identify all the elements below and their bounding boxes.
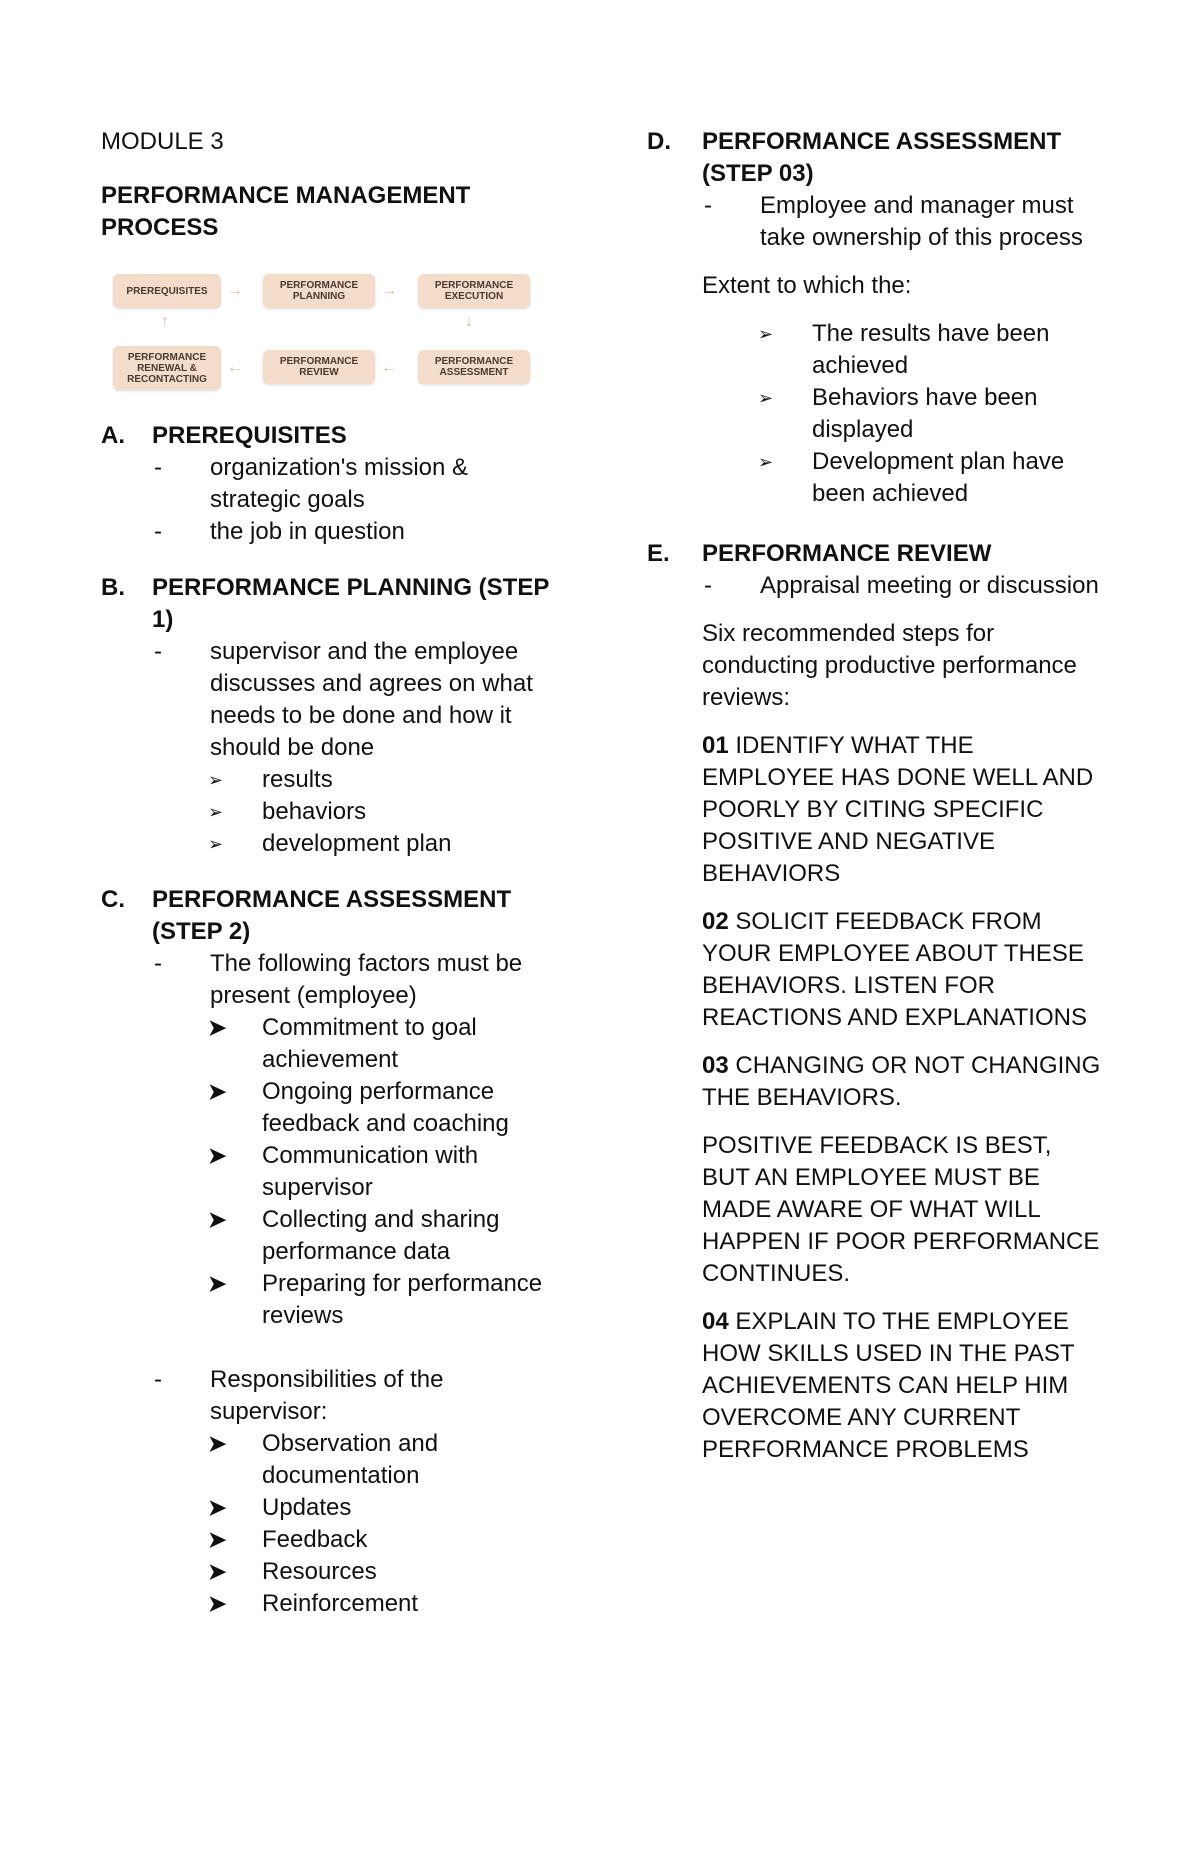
dash-bullet: - — [154, 638, 162, 665]
dash-bullet: - — [154, 950, 162, 977]
flow-arrow-right-icon: → — [227, 282, 243, 299]
sub-list-item-text: Development plan have been achieved — [812, 448, 1065, 507]
arrow-bullet-icon: ➢ — [208, 834, 224, 854]
review-step-1 — [702, 730, 1102, 890]
review-step-4 — [702, 1306, 1102, 1466]
list-item — [152, 948, 551, 1012]
steps-intro: Six recommended steps for conducting productive performance reviews: — [702, 620, 1077, 711]
flow-arrow-left-icon: ← — [381, 359, 397, 376]
flow-box-planning: PERFORMANCE PLANNING — [263, 274, 375, 308]
sub-list-item-text: Ongoing performance feedback and coaching — [262, 1078, 509, 1137]
section-title: PERFORMANCE ASSESSMENT (STEP 03) — [702, 128, 1062, 187]
left-column — [101, 126, 551, 1620]
flow-arrow-right-icon: → — [381, 282, 397, 299]
section-b — [101, 572, 551, 860]
sub-list-item — [208, 764, 551, 796]
section-letter: B. — [101, 574, 125, 601]
section-title: PERFORMANCE REVIEW — [702, 540, 992, 567]
extent-text: Extent to which the: — [702, 272, 912, 299]
arrow-bullet-icon: ➤ — [208, 1207, 227, 1232]
flow-box-execution: PERFORMANCE EXECUTION — [418, 274, 530, 308]
positive-feedback-note: POSITIVE FEEDBACK IS BEST, BUT AN EMPLOYEE MUST BE MADE AWARE OF WHAT WILL HAPPEN IF POOR PERFORMANCE CONTINUES. — [702, 1132, 1100, 1287]
step-text: IDENTIFY WHAT THE EMPLOYEE HAS DONE WELL AND POORLY BY CITING SPECIFIC POSITIVE AND NEGATIVE BEHAVIORS — [702, 732, 1094, 887]
flow-arrow-up-icon: ↑ — [161, 313, 169, 330]
dash-bullet: - — [154, 518, 162, 545]
sub-list-item-text: Observation and documentation — [262, 1430, 439, 1489]
arrow-bullet-icon: ➤ — [208, 1431, 227, 1456]
list-item — [702, 190, 1102, 254]
arrow-bullet-icon: ➤ — [208, 1015, 227, 1040]
list-item-text: Employee and manager must take ownership of this process — [760, 192, 1083, 251]
arrow-bullet-icon: ➢ — [758, 324, 774, 344]
section-a — [101, 420, 551, 548]
list-item-text: The following factors must be present (employee) — [210, 950, 523, 1009]
sub-list-item-text: Resources — [262, 1558, 377, 1585]
step-text: SOLICIT FEEDBACK FROM YOUR EMPLOYEE ABOUT THESE BEHAVIORS. LISTEN FOR REACTIONS AND EXPLANATIONS — [702, 908, 1087, 1031]
step-text: CHANGING OR NOT CHANGING THE BEHAVIORS. — [702, 1052, 1101, 1111]
arrow-bullet-icon: ➤ — [208, 1143, 227, 1168]
flow-arrow-left-icon: ← — [227, 359, 243, 376]
sub-list-item-text: results — [262, 766, 333, 793]
arrow-bullet-icon: ➢ — [758, 452, 774, 472]
arrow-bullet-icon: ➢ — [208, 770, 224, 790]
step-text: EXPLAIN TO THE EMPLOYEE HOW SKILLS USED IN THE PAST ACHIEVEMENTS CAN HELP HIM OVERCOME ANY CURRENT PERFORMANCE PROBLEMS — [702, 1308, 1075, 1463]
section-letter: D. — [647, 128, 671, 155]
sub-list-item-text: Communication with supervisor — [262, 1142, 479, 1201]
list-item-text: Appraisal meeting or discussion — [760, 572, 1099, 599]
section-title: PERFORMANCE PLANNING (STEP 1) — [152, 574, 549, 633]
step-number: 02 — [702, 908, 729, 935]
flow-box-renewal: PERFORMANCE RENEWAL & RECONTACTING — [113, 346, 221, 390]
sub-list-item — [208, 1492, 551, 1524]
sub-list-item — [208, 1556, 551, 1588]
flow-box-review: PERFORMANCE REVIEW — [263, 350, 375, 384]
list-item — [152, 516, 551, 548]
sub-list-item-text: Commitment to goal achievement — [262, 1014, 477, 1073]
section-d — [647, 126, 1102, 510]
section-e — [647, 538, 1102, 1466]
arrow-bullet-icon: ➤ — [208, 1527, 227, 1552]
sub-list-item — [208, 1012, 551, 1076]
list-item-text: the job in question — [210, 518, 405, 545]
arrow-bullet-icon: ➤ — [208, 1559, 227, 1584]
list-item-text: organization's mission & strategic goals — [210, 454, 469, 513]
sub-list-item-text: behaviors — [262, 798, 367, 825]
sub-list-item-text: The results have been achieved — [812, 320, 1050, 379]
section-title: PERFORMANCE ASSESSMENT (STEP 2) — [152, 886, 512, 945]
sub-list-item — [208, 1588, 551, 1620]
step-number: 01 — [702, 732, 729, 759]
page-title: PERFORMANCE MANAGEMENT PROCESS — [101, 182, 471, 241]
sub-list-item-text: Updates — [262, 1494, 352, 1521]
list-item — [152, 1364, 551, 1428]
module-label: MODULE 3 — [101, 128, 224, 155]
review-step-2 — [702, 906, 1102, 1034]
sub-list-item — [208, 1268, 551, 1332]
sub-list-item — [208, 1204, 551, 1268]
list-item-text: Responsibilities of the supervisor: — [210, 1366, 444, 1425]
sub-list-item — [758, 382, 1102, 446]
sub-list-item — [208, 828, 551, 860]
step-number: 04 — [702, 1308, 729, 1335]
flow-arrow-down-icon: ↓ — [465, 313, 473, 330]
sub-list-item — [208, 1524, 551, 1556]
review-step-3 — [702, 1050, 1102, 1114]
flow-box-assessment: PERFORMANCE ASSESSMENT — [418, 350, 530, 384]
section-c — [101, 884, 551, 1620]
sub-list-item — [758, 318, 1102, 382]
section-letter: A. — [101, 422, 125, 449]
step-number: 03 — [702, 1052, 729, 1079]
section-letter: E. — [647, 540, 670, 567]
section-title: PREREQUISITES — [152, 422, 347, 449]
sub-list-item-text: Collecting and sharing performance data — [262, 1206, 500, 1265]
sub-list-item — [208, 1076, 551, 1140]
sub-list-item-text: Behaviors have been displayed — [812, 384, 1038, 443]
sub-list-item-text: Reinforcement — [262, 1590, 419, 1617]
process-flow-diagram — [113, 270, 543, 404]
list-item — [152, 636, 551, 764]
sub-list-item-text: Preparing for performance reviews — [262, 1270, 543, 1329]
dash-bullet: - — [704, 192, 712, 219]
sub-list-item-text: Feedback — [262, 1526, 368, 1553]
arrow-bullet-icon: ➤ — [208, 1591, 227, 1616]
sub-list-item — [208, 1428, 551, 1492]
arrow-bullet-icon: ➢ — [758, 388, 774, 408]
sub-list-item — [208, 796, 551, 828]
list-item — [152, 452, 551, 516]
sub-list-item-text: development plan — [262, 830, 452, 857]
list-item-text: supervisor and the employee discusses and agrees on what needs to be done and how it should be done — [210, 638, 533, 761]
arrow-bullet-icon: ➤ — [208, 1495, 227, 1520]
sub-list-item — [208, 1140, 551, 1204]
right-column — [647, 126, 1102, 1466]
sub-list-item — [758, 446, 1102, 510]
arrow-bullet-icon: ➢ — [208, 802, 224, 822]
list-item — [702, 570, 1102, 602]
flow-box-prerequisites: PREREQUISITES — [113, 274, 221, 308]
section-letter: C. — [101, 886, 125, 913]
arrow-bullet-icon: ➤ — [208, 1079, 227, 1104]
dash-bullet: - — [704, 572, 712, 599]
arrow-bullet-icon: ➤ — [208, 1271, 227, 1296]
dash-bullet: - — [154, 454, 162, 481]
dash-bullet: - — [154, 1366, 162, 1393]
